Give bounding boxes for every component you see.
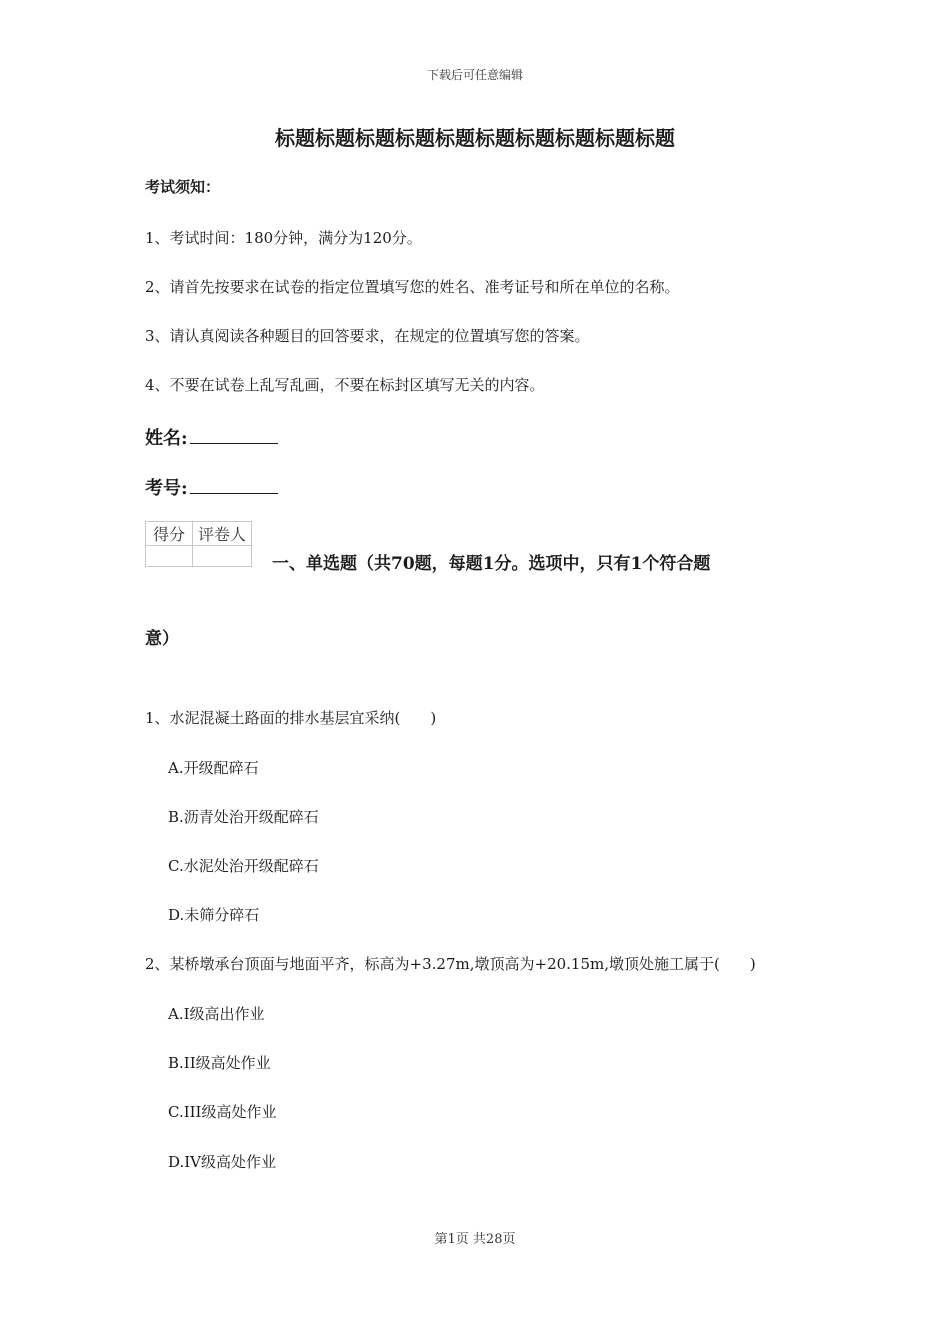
question-1-option-b: B.沥青处治开级配碎石 bbox=[168, 808, 319, 826]
header-note: 下载后可任意编辑 bbox=[426, 68, 523, 82]
notice-item: 2、请首先按要求在试卷的指定位置填写您的姓名、准考证号和所在单位的名称。 bbox=[145, 278, 680, 296]
score-cell[interactable] bbox=[146, 546, 193, 567]
question-2-option-a: A.I级高出作业 bbox=[168, 1005, 265, 1023]
question-1: 1、水泥混凝土路面的排水基层宜采纳( ) bbox=[145, 709, 437, 727]
name-blank[interactable] bbox=[190, 425, 278, 444]
grader-cell[interactable] bbox=[193, 546, 252, 567]
score-table bbox=[145, 521, 252, 567]
question-1-option-a: A.开级配碎石 bbox=[168, 759, 259, 777]
exam-number-label: 考号: bbox=[145, 478, 188, 499]
section-title: 一、单选题（共70题，每题1分。选项中，只有1个符合题 bbox=[272, 554, 711, 574]
question-2: 2、某桥墩承台顶面与地面平齐，标高为+3.27m,墩顶高为+20.15m,墩顶处施工属于( ) bbox=[145, 955, 756, 973]
notice-item: 1、考试时间：180分钟，满分为120分。 bbox=[145, 229, 422, 247]
notice-heading: 考试须知： bbox=[145, 178, 221, 196]
grader-header: 评卷人 bbox=[193, 522, 252, 546]
question-1-option-c: C.水泥处治开级配碎石 bbox=[168, 857, 319, 875]
score-header: 得分 bbox=[146, 522, 193, 546]
document-title: 标题标题标题标题标题标题标题标题标题标题 bbox=[275, 126, 675, 150]
name-field bbox=[145, 424, 278, 450]
question-2-option-d: D.IV级高处作业 bbox=[168, 1153, 277, 1171]
exam-number-field bbox=[145, 474, 278, 500]
exam-number-blank[interactable] bbox=[190, 475, 278, 494]
question-2-option-b: B.II级高处作业 bbox=[168, 1054, 271, 1072]
question-2-option-c: C.III级高处作业 bbox=[168, 1103, 277, 1121]
question-1-option-d: D.未筛分碎石 bbox=[168, 906, 260, 924]
notice-item: 4、不要在试卷上乱写乱画，不要在标封区填写无关的内容。 bbox=[145, 376, 545, 394]
section-title-continued: 意） bbox=[145, 629, 179, 649]
name-label: 姓名: bbox=[145, 428, 188, 449]
page-footer: 第1页 共28页 bbox=[434, 1232, 516, 1247]
notice-item: 3、请认真阅读各种题目的回答要求，在规定的位置填写您的答案。 bbox=[145, 327, 590, 345]
